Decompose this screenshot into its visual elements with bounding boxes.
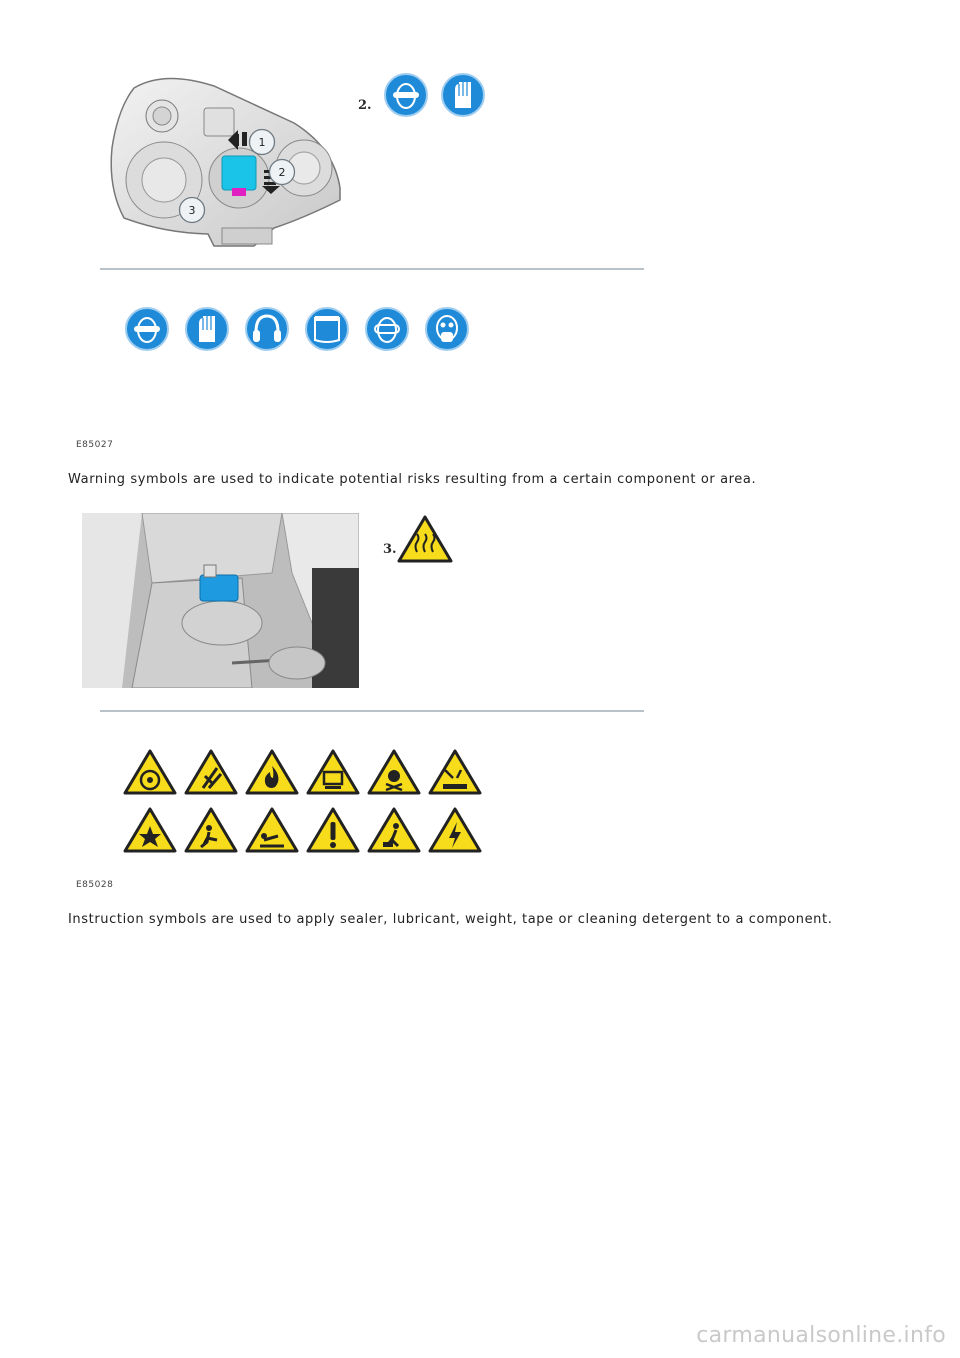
callout-1-label: 1 — [258, 136, 266, 149]
safety-glasses-icon — [124, 306, 170, 352]
ear-protection-icon — [244, 306, 290, 352]
figure-label: E85027 — [76, 440, 114, 450]
watermark: carmanualsonline.info — [696, 1323, 946, 1348]
corrosive-warning-icon — [427, 748, 483, 796]
warning-icon-row-1 — [122, 748, 482, 798]
step-number: 2. — [358, 98, 372, 113]
callout-3 — [178, 196, 206, 224]
gloves-icon — [184, 306, 230, 352]
explosion-warning-icon — [122, 806, 178, 854]
caption-instruction-symbols: Instruction symbols are used to apply sealer, lubricant, weight, tape or cleaning detergent to a component. — [68, 912, 833, 927]
safety-glasses-icon — [383, 72, 429, 118]
rotating-fan-warning-icon — [122, 748, 178, 796]
caption-warning-symbols: Warning symbols are used to indicate potential risks resulting from a certain component or area. — [68, 472, 757, 487]
fire-hazard-warning-icon — [244, 748, 300, 796]
toxic-hazard-warning-icon — [366, 748, 422, 796]
ppe-icon-row — [124, 306, 474, 354]
battery-acid-warning-icon — [305, 748, 361, 796]
callout-3-label: 3 — [188, 204, 196, 217]
trapping-hazard-warning-icon — [183, 806, 239, 854]
safety-goggles-icon — [364, 306, 410, 352]
general-warning-icon — [305, 806, 361, 854]
warning-icon-row-2 — [122, 806, 482, 856]
engine-bay-illustration — [82, 513, 359, 688]
figure-divider — [100, 710, 644, 712]
crush-hazard-warning-icon — [244, 806, 300, 854]
heavy-lift-warning-icon — [366, 806, 422, 854]
respirator-icon — [424, 306, 470, 352]
figure-e85028 — [78, 508, 658, 898]
callout-2-label: 2 — [278, 166, 286, 179]
sharp-blade-warning-icon — [183, 748, 239, 796]
gloves-icon — [440, 72, 486, 118]
headlamp-illustration — [104, 68, 360, 258]
figure-divider — [100, 268, 644, 270]
callout-1 — [248, 128, 276, 156]
step-number: 3. — [383, 542, 397, 557]
electrical-warning-icon — [427, 806, 483, 854]
figure-e85027 — [76, 60, 660, 455]
face-shield-icon — [304, 306, 350, 352]
figure-label: E85028 — [76, 880, 114, 890]
callout-2 — [268, 158, 296, 186]
hot-surface-warning-icon — [396, 514, 454, 564]
